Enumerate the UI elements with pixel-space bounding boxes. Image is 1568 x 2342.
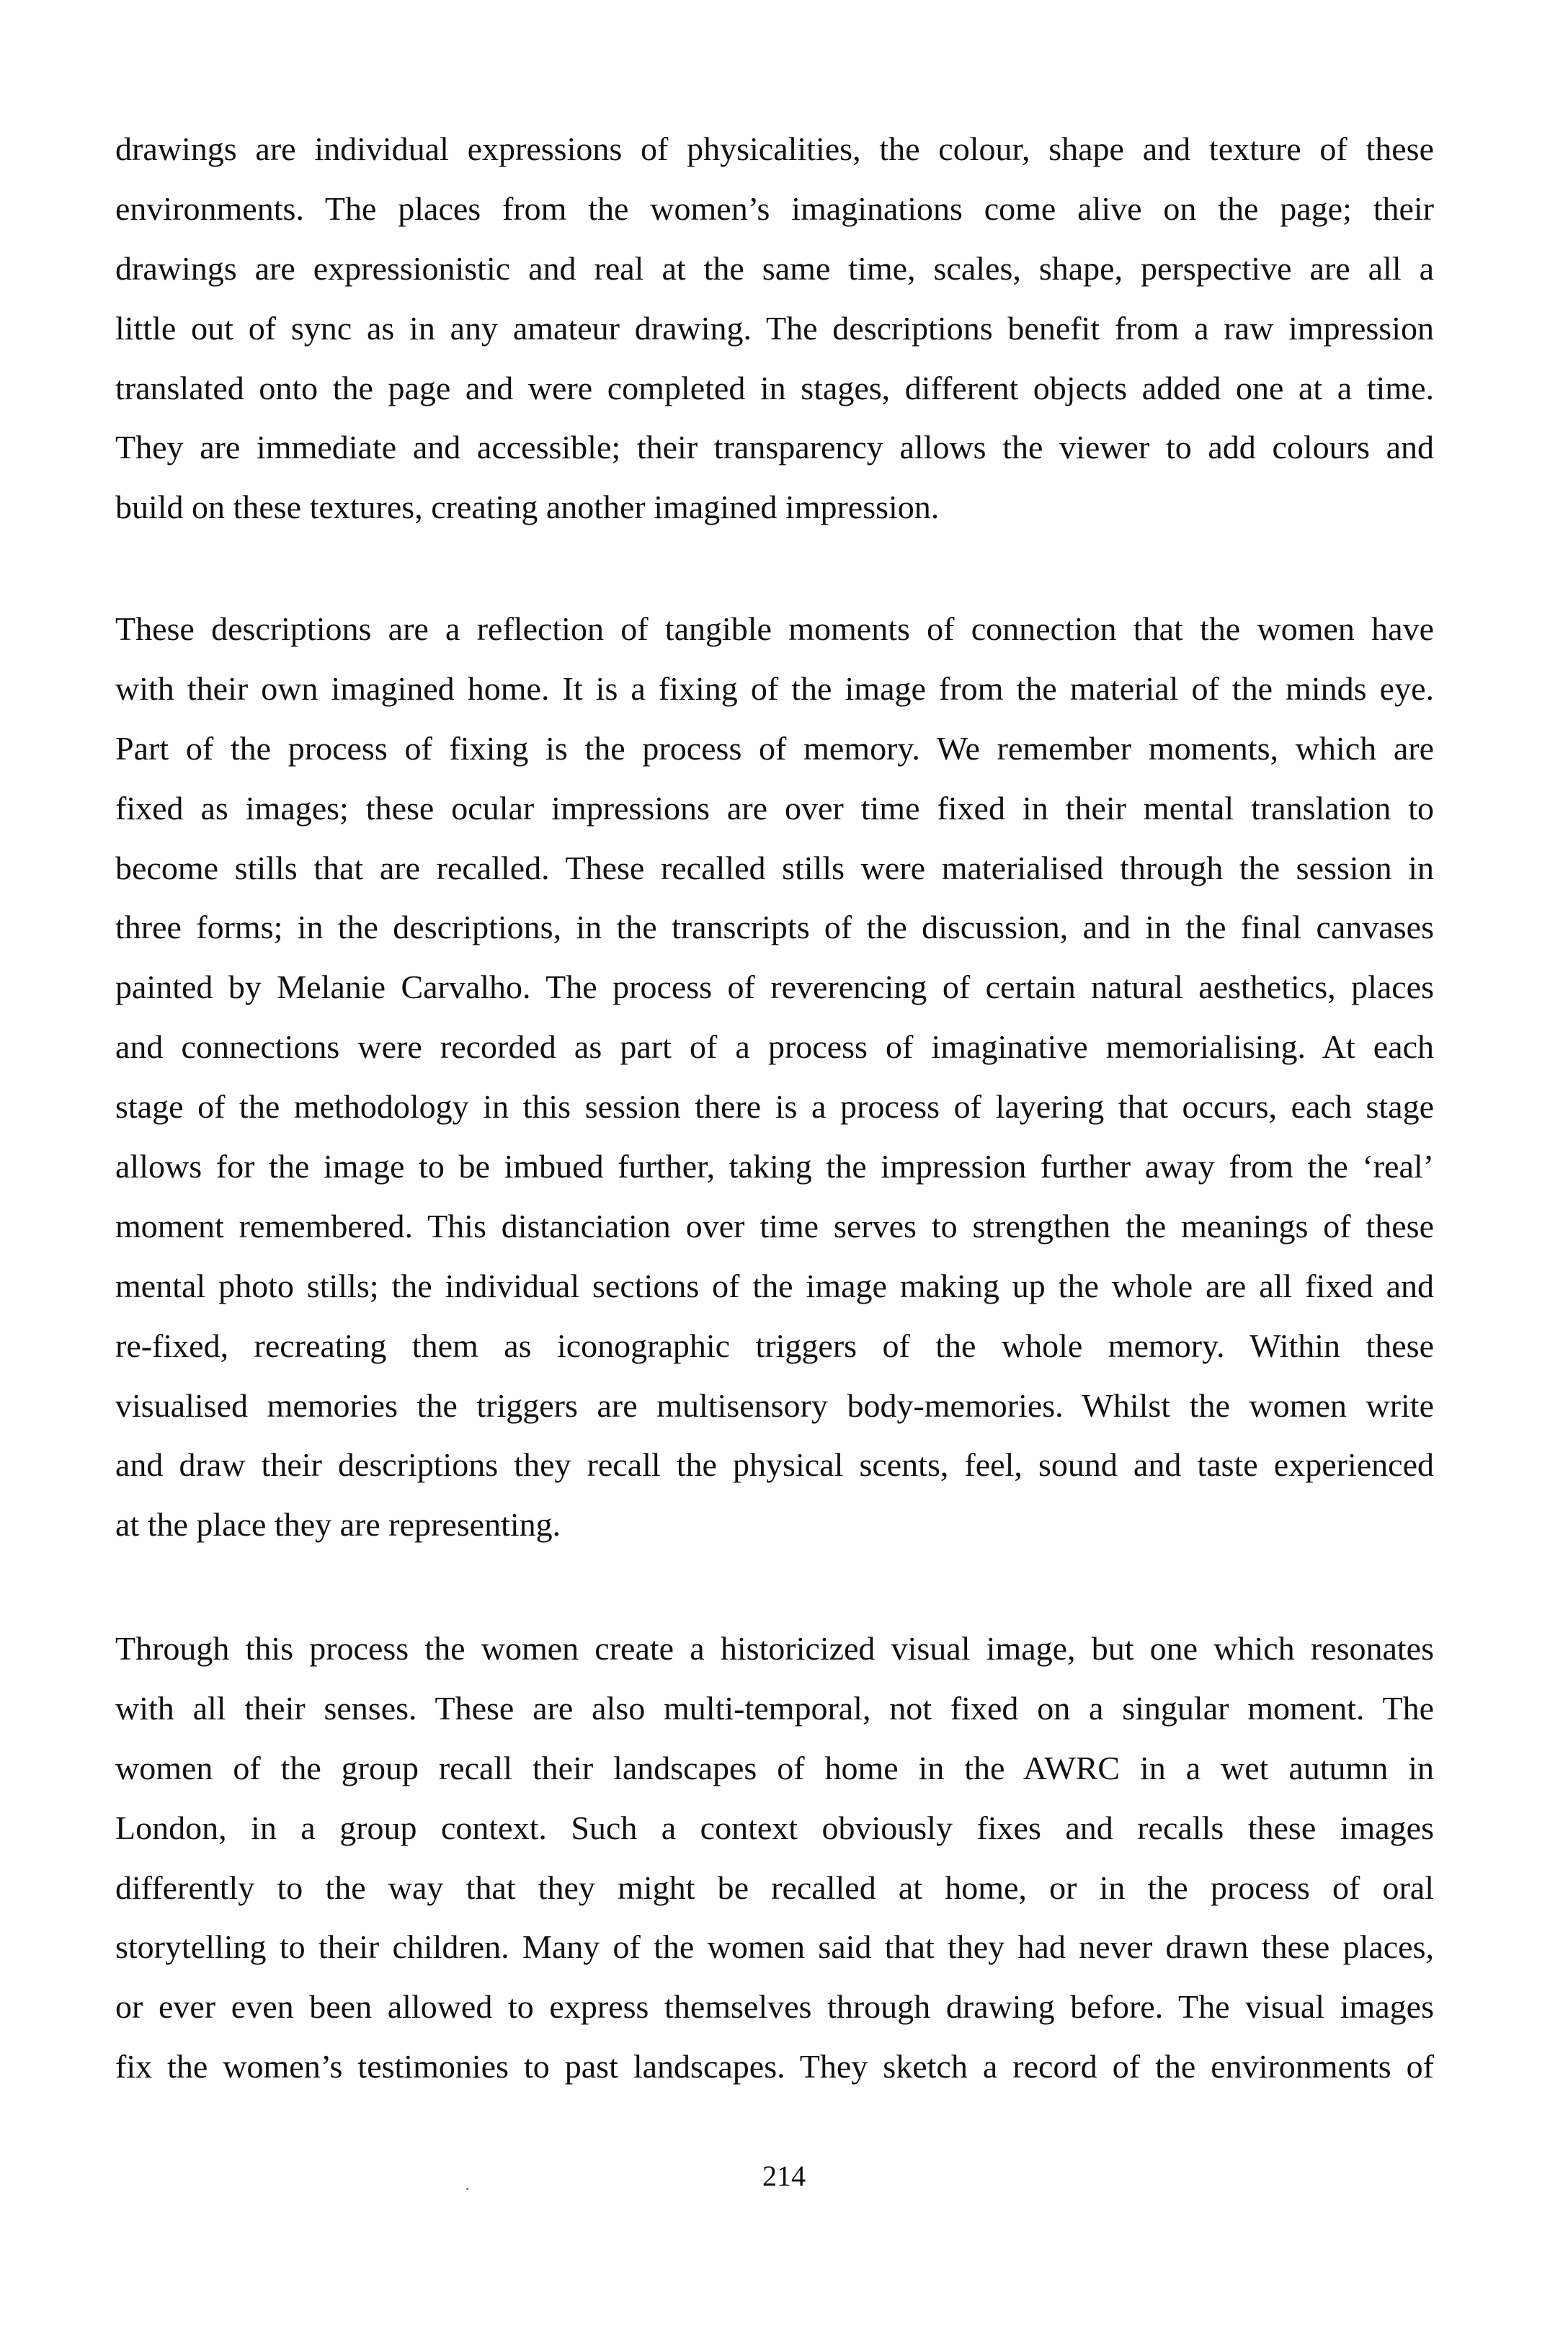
text-line: Through this process the women create a historicized visual image, but one which resonates	[115, 1630, 1434, 1667]
paragraph-2	[115, 600, 1434, 1555]
text-line: painted by Melanie Carvalho. The process of reverencing of certain natural aesthetics, places	[115, 969, 1434, 1006]
text-line: London, in a group context. Such a context obviously fixes and recalls these images	[115, 1809, 1434, 1846]
text-line: or ever even been allowed to express themselves through drawing before. The visual images	[115, 1988, 1434, 2026]
text-line: and connections were recorded as part of a process of imaginative memorialising. At each	[115, 1028, 1434, 1066]
text-line: women of the group recall their landscapes of home in the AWRC in a wet autumn in	[115, 1749, 1434, 1786]
text-line: with all their senses. These are also multi-temporal, not fixed on a singular moment. The	[115, 1689, 1434, 1727]
text-line: allows for the image to be imbued further, taking the impression further away from the ‘real’	[115, 1148, 1434, 1185]
paragraph-3	[115, 1619, 1434, 2097]
text-line: Part of the process of fixing is the process of memory. We remember moments, which are	[115, 729, 1434, 767]
text-line: fixed as images; these ocular impressions are over time fixed in their mental translation to	[115, 789, 1434, 827]
text-line: translated onto the page and were completed in stages, different objects added one at a time.	[115, 369, 1434, 406]
page-number: 214	[762, 2160, 806, 2192]
text-line: and draw their descriptions they recall the physical scents, feel, sound and taste experienced	[115, 1446, 1434, 1484]
text-line: differently to the way that they might be recalled at home, or in the process of oral	[115, 1869, 1434, 1906]
text-line: little out of sync as in any amateur drawing. The descriptions benefit from a raw impression	[115, 309, 1434, 347]
text-line: at the place they are representing.	[115, 1506, 561, 1544]
text-line: three forms; in the descriptions, in the transcripts of the discussion, and in the final canvases	[115, 909, 1434, 946]
text-line: visualised memories the triggers are multisensory body-memories. Whilst the women write	[115, 1386, 1434, 1424]
paragraph-1	[115, 120, 1434, 538]
text-line: drawings are individual expressions of physicalities, the colour, shape and texture of these	[115, 130, 1434, 167]
text-line: mental photo stills; the individual sections of the image making up the whole are all fixed and	[115, 1267, 1434, 1304]
text-line: These descriptions are a reflection of tangible moments of connection that the women have	[115, 610, 1434, 647]
text-line: with their own imagined home. It is a fixing of the image from the material of the minds eye.	[115, 669, 1434, 707]
text-line: build on these textures, creating another imagined impression.	[115, 489, 940, 526]
text-line: stage of the methodology in this session there is a process of layering that occurs, each stage	[115, 1088, 1434, 1126]
text-line: become stills that are recalled. These recalled stills were materialised through the session in	[115, 849, 1434, 886]
text-line: storytelling to their children. Many of the women said that they had never drawn these places,	[115, 1928, 1434, 1966]
text-line: moment remembered. This distanciation over time serves to strengthen the meanings of these	[115, 1207, 1434, 1245]
text-line: re-fixed, recreating them as iconographic triggers of the whole memory. Within these	[115, 1327, 1434, 1364]
text-line: environments. The places from the women’s imaginations come alive on the page; their	[115, 190, 1434, 227]
text-line: drawings are expressionistic and real at the same time, scales, shape, perspective are all a	[115, 249, 1434, 287]
text-line: fix the women’s testimonies to past landscapes. They sketch a record of the environments of	[115, 2048, 1434, 2085]
text-line: They are immediate and accessible; their transparency allows the viewer to add colours and	[115, 429, 1434, 466]
